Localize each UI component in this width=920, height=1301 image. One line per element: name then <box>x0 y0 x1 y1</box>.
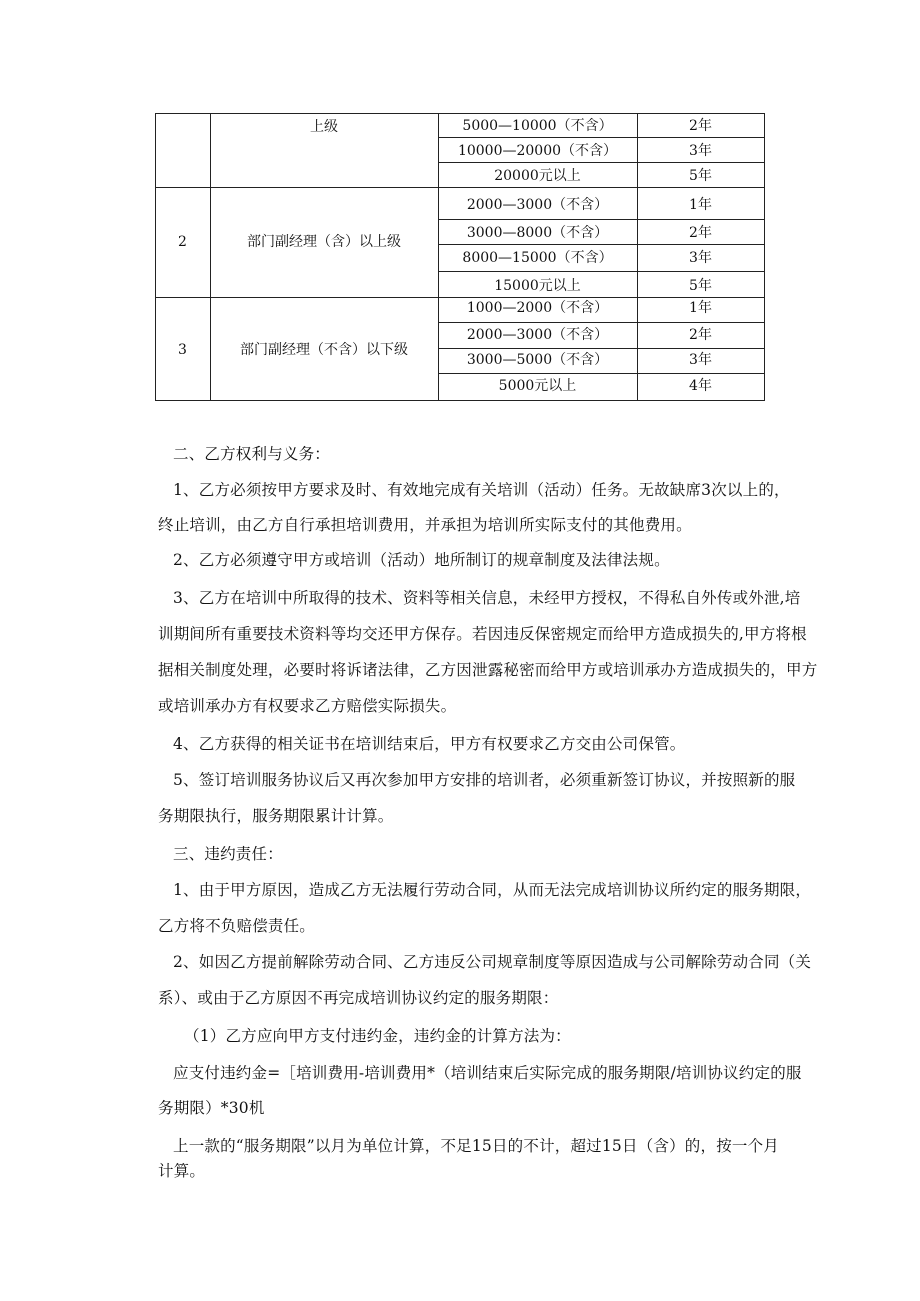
table-cell-index: 2 <box>178 234 187 250</box>
table-cell-range: 15000元以上 <box>494 278 581 294</box>
section-heading: 三、违约责任： <box>173 845 283 863</box>
section-heading: 二、乙方权利与义务： <box>173 445 331 463</box>
table-cell-range: 8000—15000（不含） <box>462 250 613 266</box>
formula-line: 应支付违约金=［培训费用-培训费用*（培训结束后实际完成的服务期限/培训协议约定的服 <box>173 1064 802 1082</box>
paragraph-line: 计算。 <box>158 1162 206 1180</box>
table-cell-range: 3000—5000（不含） <box>466 352 609 368</box>
paragraph-line: 终止培训，由乙方自行承担培训费用，并承担为培训所实际支付的其他费用。 <box>158 516 692 534</box>
table-cell-years: 2年 <box>689 225 712 241</box>
table-cell-level: 上级 <box>310 119 338 135</box>
paragraph-line: 乙方将不负赔偿责任。 <box>158 917 316 935</box>
paragraph-line: （1）乙方应向甲方支付违约金，违约金的计算方法为： <box>184 1027 571 1045</box>
paragraph-line: 上一款的“服务期限”以月为单位计算，不足15日的不计，超过15日（含）的，按一个月 <box>173 1137 779 1155</box>
table-cell-range: 20000元以上 <box>494 168 581 184</box>
table-cell-range: 2000—3000（不含） <box>466 197 609 213</box>
paragraph-line: 系）、或由于乙方原因不再完成培训协议约定的服务期限： <box>158 989 559 1007</box>
paragraph-line: 3、乙方在培训中所取得的技术、资料等相关信息，未经甲方授权，不得私自外传或外泄,培 <box>173 589 801 607</box>
formula-line: 务期限）*30机 <box>158 1099 265 1117</box>
paragraph-line: 1、由于甲方原因，造成乙方无法履行劳动合同，从而无法完成培训协议所约定的服务期限， <box>173 881 812 899</box>
service-period-table <box>155 113 765 401</box>
table-cell-index: 3 <box>178 342 187 358</box>
table-cell-range: 1000—2000（不含） <box>466 300 609 316</box>
paragraph-line: 1、乙方必须按甲方要求及时、有效地完成有关培训（活动）任务。无故缺席3次以上的， <box>173 481 790 499</box>
table-cell-range: 5000元以上 <box>498 378 577 394</box>
table-cell-range: 10000—20000（不含） <box>457 143 618 159</box>
table-cell-range: 3000—8000（不含） <box>466 225 609 241</box>
table-cell-years: 1年 <box>689 300 712 316</box>
table-cell-years: 2年 <box>689 118 712 134</box>
paragraph-line: 或培训承办方有权要求乙方赔偿实际损失。 <box>158 697 457 715</box>
paragraph-line: 据相关制度处理，必要时将诉诸法律，乙方因泄露秘密而给甲方或培训承办方造成损失的，甲方 <box>158 661 818 679</box>
table-cell-level: 部门副经理（含）以上级 <box>247 234 401 250</box>
paragraph-line: 2、乙方必须遵守甲方或培训（活动）地所制订的规章制度及法律法规。 <box>173 551 670 569</box>
table-cell-years: 5年 <box>689 168 712 184</box>
table-cell-years: 4年 <box>689 378 712 394</box>
table-cell-years: 1年 <box>689 197 712 213</box>
paragraph-line: 5、签订培训服务协议后又再次参加甲方安排的培训者，必须重新签订协议，并按照新的服 <box>173 771 796 789</box>
paragraph-line: 4、乙方获得的相关证书在培训结束后，甲方有权要求乙方交由公司保管。 <box>173 735 686 753</box>
table-cell-range: 2000—3000（不含） <box>466 327 609 343</box>
table-cell-level: 部门副经理（不含）以下级 <box>240 342 408 358</box>
table-cell-years: 3年 <box>689 143 712 159</box>
table-cell-years: 3年 <box>689 352 712 368</box>
table-cell-years: 3年 <box>689 250 712 266</box>
paragraph-line: 务期限执行，服务期限累计计算。 <box>158 807 394 825</box>
paragraph-line: 训期间所有重要技术资料等均交还甲方保存。若因违反保密规定而给甲方造成损失的,甲方将根 <box>158 625 807 643</box>
paragraph-line: 2、如因乙方提前解除劳动合同、乙方违反公司规章制度等原因造成与公司解除劳动合同（关 <box>173 953 812 971</box>
table-cell-range: 5000—10000（不含） <box>462 118 613 134</box>
table-cell-years: 2年 <box>689 327 712 343</box>
table-cell-years: 5年 <box>689 278 712 294</box>
